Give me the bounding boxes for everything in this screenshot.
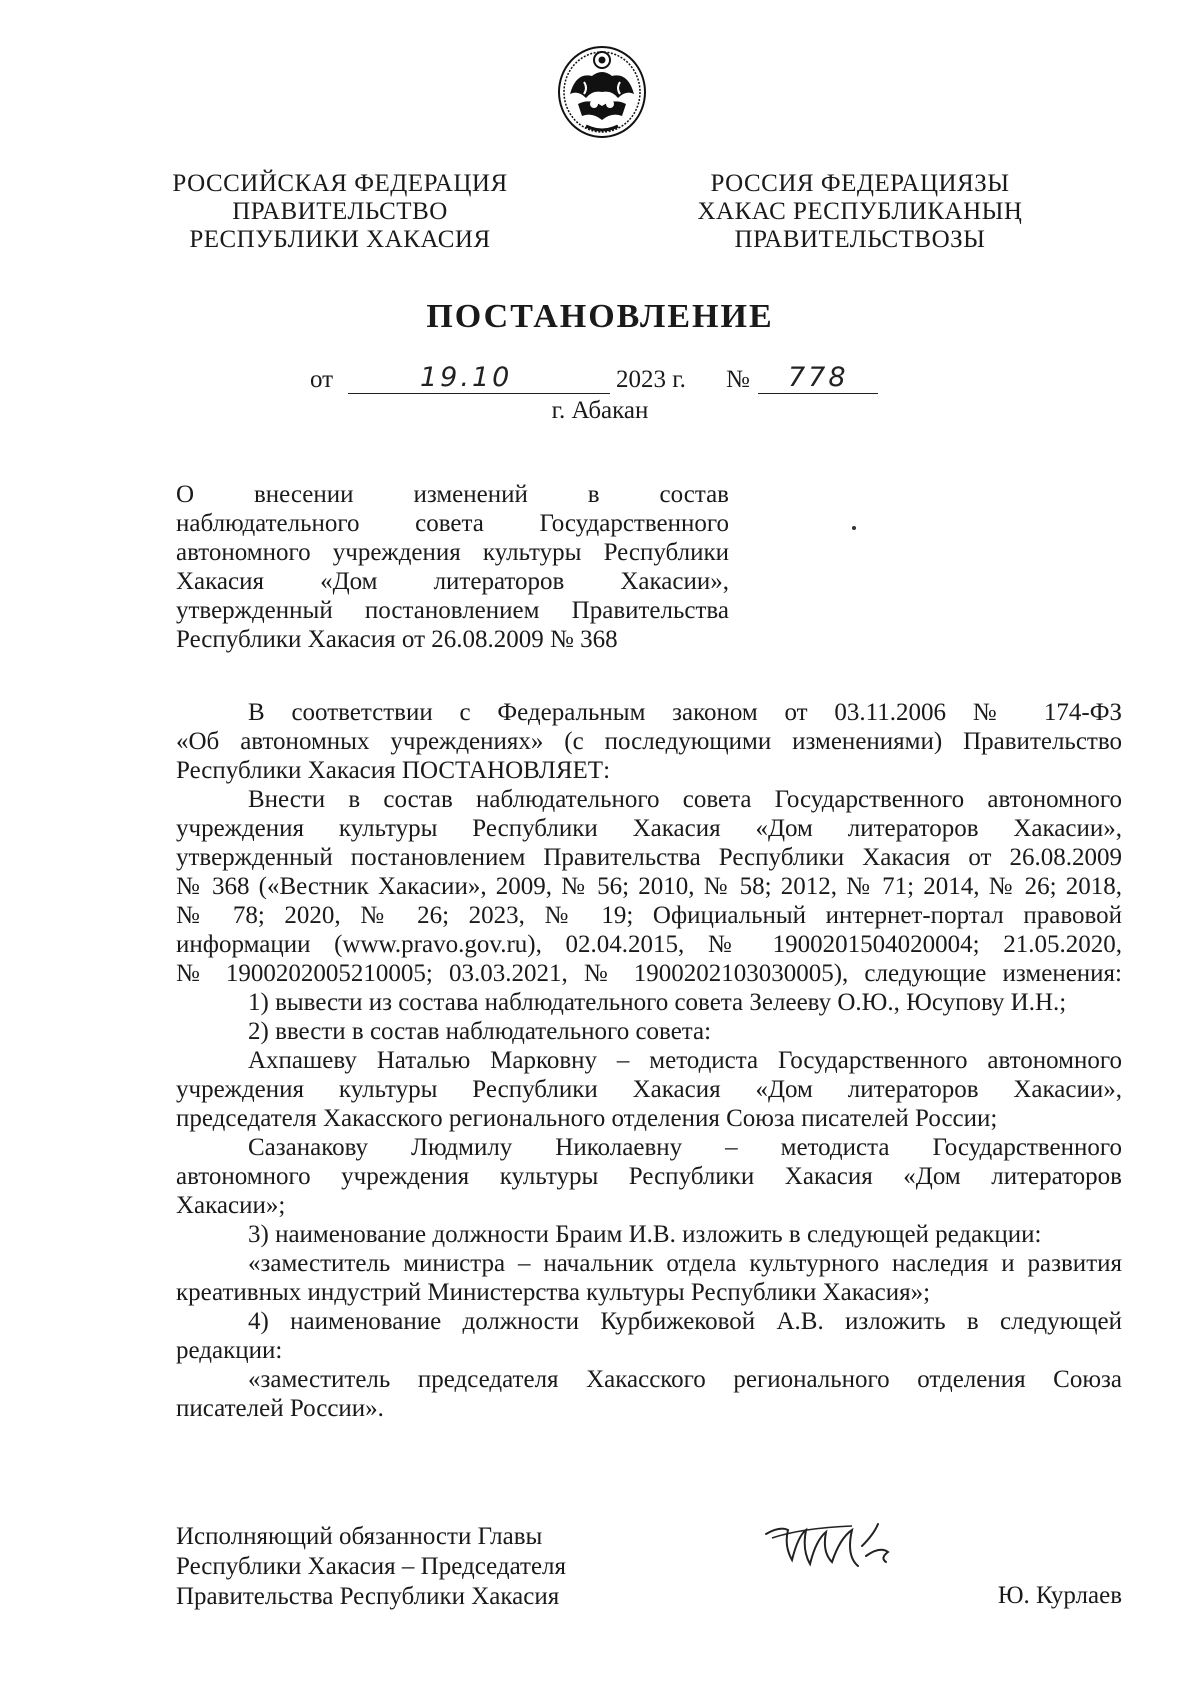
- body-line: Ахпашеву Наталью Марковну – методиста Государственного автономного: [248, 1047, 1122, 1074]
- body-line: № 368 («Вестник Хакасии», 2009, № 56; 2010, № 58; 2012, № 71; 2014, № 26; 2018,: [176, 873, 1122, 900]
- subject-line: Хакасия «Дом литераторов Хакасии»,: [176, 568, 729, 595]
- body-line: информации (www.pravo.gov.ru), 02.04.2015, № 1900201504020004; 21.05.2020,: [176, 931, 1122, 958]
- body-line: учреждения культуры Республики Хакасия «Дом литераторов Хакасии»,: [176, 815, 1122, 842]
- body-line: 2) ввести в состав наблюдательного совета:: [248, 1018, 712, 1045]
- body-line: № 1900202005210005; 03.03.2021, № 1900202103030005), следующие изменения:: [176, 960, 1122, 987]
- handwritten-date: 19.10: [420, 362, 513, 393]
- body-line: «Об автономных учреждениях» (с последующими изменениями) Правительство: [176, 728, 1122, 755]
- body-line: автономного учреждения культуры Республики Хакасия «Дом литераторов: [176, 1163, 1122, 1190]
- subject-block: [176, 480, 729, 654]
- signatory-title: [176, 1522, 566, 1612]
- handwritten-number: 778: [788, 362, 849, 393]
- handwritten-signature: [762, 1516, 902, 1586]
- signatory-title-line: Республики Хакасия – Председателя: [176, 1553, 567, 1580]
- body-line: № 78; 2020, № 26; 2023, № 19; Официальный интернет-портал правовой: [176, 902, 1122, 929]
- signatory-title-line: Исполняющий обязанности Главы: [176, 1523, 543, 1550]
- scan-speck: [852, 526, 856, 530]
- body-line: Сазанакову Людмилу Николаевну – методиста Государственного: [248, 1134, 1122, 1161]
- body-line: утвержденный постановлением Правительства Республики Хакасия от 26.08.2009: [176, 844, 1122, 871]
- header-left-line: ПРАВИТЕЛЬСТВО: [232, 198, 448, 225]
- body-line: 4) наименование должности Курбижековой А.В. изложить в следующей: [248, 1308, 1122, 1335]
- body-line: «заместитель председателя Хакасского регионального отделения Союза: [248, 1366, 1122, 1393]
- body-line: В соответствии с Федеральным законом от 03.11.2006 № 174-ФЗ: [248, 699, 1122, 726]
- body-line: писателей России».: [176, 1395, 384, 1422]
- header-left-line: РЕСПУБЛИКИ ХАКАСИЯ: [189, 226, 491, 253]
- document-body: [176, 698, 1122, 1423]
- body-line: креативных индустрий Министерства культуры Республики Хакасия»;: [176, 1279, 931, 1306]
- header-right: [680, 170, 1040, 254]
- body-line: Хакасии»;: [176, 1192, 286, 1219]
- header-right-line: ХАКАС РЕСПУБЛИКАНЫҢ: [697, 198, 1023, 225]
- body-line: 1) вывести из состава наблюдательного совета Зелееву О.Ю., Юсупову И.Н.;: [248, 989, 1067, 1016]
- body-line: 3) наименование должности Браим И.В. изложить в следующей редакции:: [248, 1221, 1042, 1248]
- signatory-title-line: Правительства Республики Хакасия: [176, 1583, 560, 1610]
- subject-line: наблюдательного совета Государственного: [176, 510, 729, 537]
- coat-of-arms-icon: [556, 42, 648, 140]
- header-right-line: ПРАВИТЕЛЬСТВОЗЫ: [734, 226, 986, 253]
- signatory-name: Ю. Курлаев: [997, 1582, 1122, 1609]
- header-left: [160, 170, 520, 254]
- number-underline: [758, 393, 878, 394]
- subject-line: О внесении изменений в состав: [176, 481, 729, 508]
- subject-line: автономного учреждения культуры Республики: [176, 539, 729, 566]
- city: г. Абакан: [551, 397, 649, 424]
- document-type-title: ПОСТАНОВЛЕНИЕ: [426, 298, 774, 335]
- body-line: учреждения культуры Республики Хакасия «Дом литераторов Хакасии»,: [176, 1076, 1122, 1103]
- date-underline: [348, 393, 610, 394]
- header-left-line: РОССИЙСКАЯ ФЕДЕРАЦИЯ: [172, 170, 508, 197]
- date-year: 2023 г.: [616, 366, 686, 393]
- body-line: редакции:: [176, 1337, 283, 1364]
- header-right-line: РОССИЯ ФЕДЕРАЦИЯЗЫ: [710, 170, 1010, 197]
- date-prefix: от: [310, 366, 334, 393]
- number-label: №: [726, 366, 750, 393]
- body-line: «заместитель министра – начальник отдела культурного наследия и развития: [248, 1250, 1122, 1277]
- body-line: Внести в состав наблюдательного совета Государственного автономного: [248, 786, 1122, 813]
- subject-line: утвержденный постановлением Правительства: [176, 597, 729, 624]
- body-line: председателя Хакасского регионального отделения Союза писателей России;: [176, 1105, 998, 1132]
- body-line: Республики Хакасия ПОСТАНОВЛЯЕТ:: [176, 757, 611, 784]
- subject-line: Республики Хакасия от 26.08.2009 № 368: [176, 626, 618, 653]
